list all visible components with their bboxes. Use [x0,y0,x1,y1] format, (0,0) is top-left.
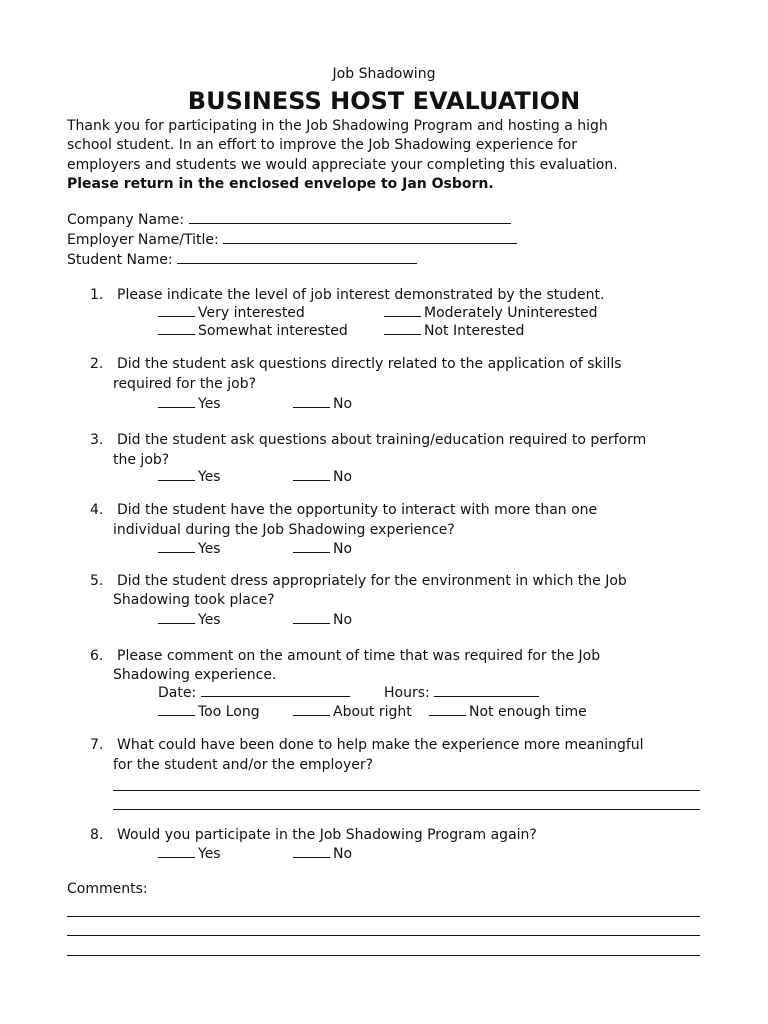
q1-option-very-interested[interactable] [158,304,305,323]
q3-option-yes[interactable] [158,468,221,487]
question-1-number: 1. [90,287,104,303]
question-1-text: Please indicate the level of job interest demonstrated by the student. [117,287,605,303]
q1-option-label: Very interested [198,305,305,321]
company-name-field[interactable] [67,211,514,230]
question-2 [90,355,622,374]
employer-name-label: Employer Name/Title: [67,232,219,248]
q8-no-blank[interactable] [293,845,330,858]
question-7-text: What could have been done to help make the experience more meaningful [117,737,644,753]
question-3 [90,431,646,450]
q1-blank-1[interactable] [158,304,195,317]
yes-label: Yes [198,846,221,862]
q2-no-blank[interactable] [293,395,330,408]
q2-option-yes[interactable] [158,395,221,414]
q1-blank-4[interactable] [384,322,421,335]
yes-label: Yes [198,469,221,485]
question-7-number: 7. [90,737,104,753]
q1-option-somewhat-interested[interactable] [158,322,348,341]
question-6-text: Please comment on the amount of time that was required for the Job [117,648,601,664]
q2-option-no[interactable] [293,395,352,414]
q4-option-yes[interactable] [158,540,221,559]
q2-yes-blank[interactable] [158,395,195,408]
q6-option-too-long[interactable] [158,703,260,722]
q3-no-blank[interactable] [293,468,330,481]
q6-option-not-enough-time[interactable] [429,703,587,722]
q4-yes-blank[interactable] [158,540,195,553]
no-label: No [333,469,353,485]
question-4-text-cont: individual during the Job Shadowing experience? [113,522,455,538]
q5-option-yes[interactable] [158,611,221,630]
yes-label: Yes [198,541,221,557]
q1-blank-2[interactable] [384,304,421,317]
question-4 [90,501,597,520]
question-1 [90,286,604,305]
no-label: No [333,541,353,557]
q1-blank-3[interactable] [158,322,195,335]
intro-line-2: school student. In an effort to improve the Job Shadowing experience for [67,137,578,153]
question-8-text: Would you participate in the Job Shadowing Program again? [117,827,537,843]
q5-no-blank[interactable] [293,611,330,624]
company-name-label: Company Name: [67,212,185,228]
comments-line-3[interactable] [67,955,700,956]
date-label: Date: [158,685,197,701]
no-label: No [333,612,353,628]
q4-no-blank[interactable] [293,540,330,553]
question-4-number: 4. [90,502,104,518]
q7-answer-line-2[interactable] [113,809,700,810]
intro-line-1: Thank you for participating in the Job Shadowing Program and hosting a high [67,118,608,134]
q1-option-label: Not Interested [424,323,525,339]
yes-label: Yes [198,396,221,412]
comments-line-2[interactable] [67,935,700,936]
q6-option-about-right[interactable] [293,703,412,722]
q5-option-no[interactable] [293,611,352,630]
question-6-number: 6. [90,648,104,664]
form-subtitle: Job Shadowing [332,66,436,82]
q5-yes-blank[interactable] [158,611,195,624]
question-5-text-cont: Shadowing took place? [113,592,275,608]
student-name-blank[interactable] [177,251,417,264]
q6-option-label: Not enough time [469,704,587,720]
q1-option-not-interested[interactable] [384,322,524,341]
employer-name-blank[interactable] [223,231,517,244]
q3-yes-blank[interactable] [158,468,195,481]
company-name-blank[interactable] [189,211,511,224]
q3-option-no[interactable] [293,468,352,487]
q8-yes-blank[interactable] [158,845,195,858]
question-5 [90,572,627,591]
question-3-text-cont: the job? [113,452,170,468]
yes-label: Yes [198,612,221,628]
question-3-text: Did the student ask questions about training/education required to perform [117,432,647,448]
intro-line-3: employers and students we would appreciate your completing this evaluation. [67,157,618,173]
question-4-text: Did the student have the opportunity to interact with more than one [117,502,598,518]
q6-date-field[interactable] [158,684,353,703]
student-name-field[interactable] [67,251,420,270]
q8-option-no[interactable] [293,845,352,864]
q6-option-label: About right [333,704,412,720]
q1-option-moderately-uninterested[interactable] [384,304,598,323]
q6-blank-3[interactable] [429,703,466,716]
question-8-number: 8. [90,827,104,843]
no-label: No [333,396,353,412]
hours-label: Hours: [384,685,430,701]
question-3-number: 3. [90,432,104,448]
q6-blank-2[interactable] [293,703,330,716]
question-2-number: 2. [90,356,104,372]
q8-option-yes[interactable] [158,845,221,864]
question-8 [90,826,537,845]
q7-answer-line-1[interactable] [113,790,700,791]
q6-hours-field[interactable] [384,684,542,703]
q6-blank-1[interactable] [158,703,195,716]
question-2-text-cont: required for the job? [113,376,257,392]
question-5-number: 5. [90,573,104,589]
q6-option-label: Too Long [198,704,260,720]
employer-name-field[interactable] [67,231,520,250]
return-instruction: Please return in the enclosed envelope to Jan Osborn. [67,176,494,192]
date-blank[interactable] [201,684,350,697]
hours-blank[interactable] [434,684,539,697]
form-title: BUSINESS HOST EVALUATION [187,87,581,115]
q1-option-label: Somewhat interested [198,323,348,339]
question-6 [90,647,600,666]
student-name-label: Student Name: [67,252,173,268]
question-5-text: Did the student dress appropriately for the environment in which the Job [117,573,627,589]
no-label: No [333,846,353,862]
question-6-text-cont: Shadowing experience. [113,667,277,683]
q1-option-label: Moderately Uninterested [424,305,598,321]
comments-label: Comments: [67,881,148,897]
question-7-text-cont: for the student and/or the employer? [113,757,374,773]
question-7 [90,736,644,755]
q4-option-no[interactable] [293,540,352,559]
question-2-text: Did the student ask questions directly related to the application of skills [117,356,622,372]
comments-line-1[interactable] [67,916,700,917]
